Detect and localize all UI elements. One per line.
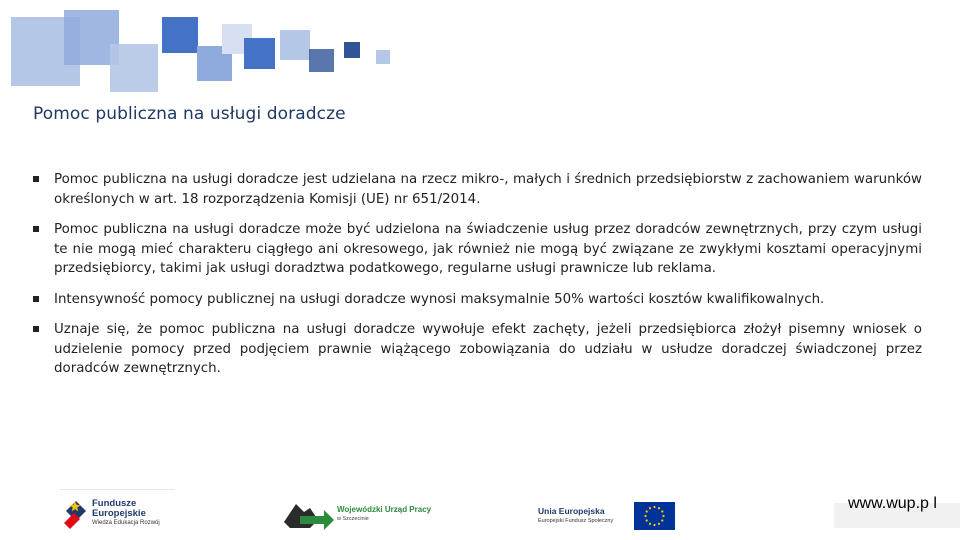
wup-logo-line2: w Szczecinie [337, 516, 369, 522]
decor-square [376, 50, 390, 64]
website-link[interactable]: www.wup.p l [848, 495, 937, 512]
wup-arrow-icon [280, 498, 334, 530]
bullet-square-icon [33, 176, 39, 182]
list-item [33, 220, 922, 279]
eu-flag-icon [634, 502, 675, 530]
bullet-square-icon [33, 326, 39, 332]
decor-square [309, 49, 334, 72]
bullet-list [33, 170, 922, 390]
decor-square [280, 30, 310, 60]
decor-square [110, 44, 158, 92]
bullet-square-icon [33, 226, 39, 232]
decor-square [344, 42, 360, 58]
footer-divider [60, 489, 175, 490]
fe-star-flag-icon [64, 497, 88, 531]
bullet-text: Intensywność pomocy publicznej na usługi doradcze wynosi maksymalnie 50% wartości kosztów kwalifikowalnych. [54, 291, 825, 307]
unia-europejska-logo [538, 500, 678, 532]
fe-logo-line3: Wiedza Edukacja Rozwój [92, 520, 160, 526]
bullet-text: Pomoc publiczna na usługi doradcze może być udzielona na świadczenie usług przez doradców zewnętrznych, przy czym usługi te nie mogą mieć charakteru ciągłego ani okresowego, jak również nie mogą być związane ze zwykłymi kosztami operacyjnymi przedsiębiorcy, takimi jak usługi doradztwa podatkowego, regularne usługi prawnicze lub reklama. [54, 222, 922, 276]
fe-logo-line2: Europejskie [92, 508, 146, 519]
ue-logo-line1: Unia Europejska [538, 506, 605, 516]
fe-logo-line1: Fundusze [92, 498, 137, 509]
bullet-text: Uznaje się, że pomoc publiczna na usługi doradcze wywołuje efekt zachęty, jeżeli przedsiębiorca złożył pisemny wniosek o udzielenie pomocy przed podjęciem prawnie wiążącego zobowiązania do udziału w usłudze doradczej świadczonej przez doradców zewnętrznych. [54, 322, 922, 376]
wup-logo-line1: Wojewódzki Urząd Pracy [337, 505, 432, 514]
page-title: Pomoc publiczna na usługi doradcze [33, 104, 346, 124]
list-item [33, 290, 922, 310]
list-item [33, 170, 922, 209]
decor-square [162, 17, 198, 53]
list-item [33, 320, 922, 379]
fundusze-europejskie-logo [64, 497, 184, 533]
ue-logo-line2: Europejski Fundusz Społeczny [538, 518, 614, 524]
decor-square [244, 38, 275, 69]
bullet-square-icon [33, 296, 39, 302]
wup-logo [280, 498, 440, 530]
bullet-text: Pomoc publiczna na usługi doradcze jest udzielana na rzecz mikro-, małych i średnich przedsiębiorstw z zachowaniem warunków określonych w art. 18 rozporządzenia Komisji (UE) nr 651/2014. [54, 172, 922, 207]
